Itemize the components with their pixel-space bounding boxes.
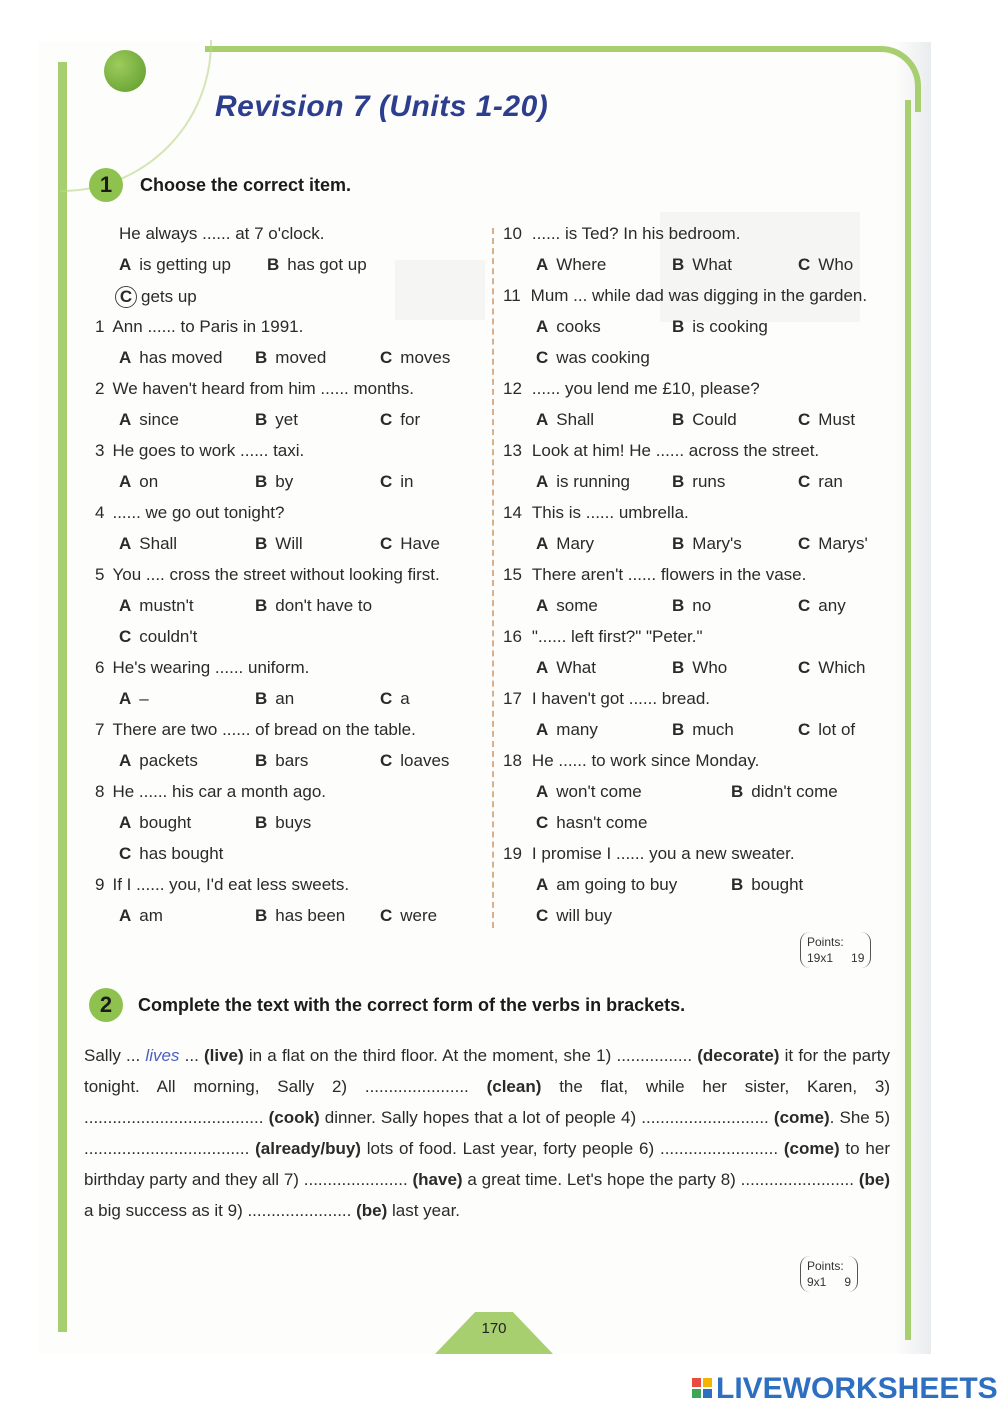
question-1 (95, 317, 303, 337)
option-text: bought (139, 813, 192, 832)
section-2-heading: Complete the text with the correct form of the verbs in brackets. (138, 995, 686, 1015)
option-b[interactable] (255, 906, 345, 926)
question-text: He goes to work ...... taxi. (112, 441, 305, 460)
option-text: any (818, 596, 846, 615)
option-a[interactable] (536, 317, 601, 337)
option-text: Mary's (692, 534, 742, 553)
liveworksheets-logo: LIVEWORKSHEETS (716, 1372, 998, 1405)
option-a[interactable] (119, 596, 194, 616)
option-text: has got up (287, 255, 367, 274)
option-text: What (556, 658, 596, 677)
option-b[interactable] (731, 782, 838, 802)
option-letter: C (380, 689, 393, 708)
question-number: 19 (503, 844, 522, 863)
option-letter: C (536, 906, 549, 925)
option-text: didn't come (751, 782, 838, 801)
option-letter: C (380, 534, 393, 553)
section-1-number: 1 (89, 168, 123, 202)
option-c[interactable] (536, 813, 647, 833)
option-text: runs (692, 472, 726, 491)
option-text: is running (556, 472, 630, 491)
question-number: 9 (95, 875, 105, 894)
column-divider (492, 228, 494, 928)
option-letter: C (119, 844, 132, 863)
option-b[interactable] (672, 596, 711, 616)
question-text: Mum ... while dad was digging in the garden. (530, 286, 868, 305)
option-text: cooks (556, 317, 601, 336)
option-c[interactable] (380, 751, 449, 771)
option-text: Will (275, 534, 303, 553)
question-number: 8 (95, 782, 105, 801)
option-letter: A (536, 875, 549, 894)
option-text: Where (556, 255, 607, 274)
question-17 (503, 689, 710, 709)
question-number: 16 (503, 627, 522, 646)
option-text: has been (275, 906, 346, 925)
option-letter: A (119, 813, 132, 832)
question-14 (503, 503, 689, 523)
option-letter: C (380, 906, 393, 925)
option-text: moved (275, 348, 327, 367)
option-letter: A (536, 658, 549, 677)
option-letter: A (119, 410, 132, 429)
option-letter: A (119, 689, 132, 708)
option-a[interactable] (536, 720, 598, 740)
option-text: has moved (139, 348, 223, 367)
option-text: Shall (139, 534, 178, 553)
option-text: moves (400, 348, 451, 367)
option-b[interactable] (672, 658, 727, 678)
question-number: 13 (503, 441, 522, 460)
question-15 (503, 565, 806, 585)
points-label: Points: (807, 935, 844, 949)
option-text: am (139, 906, 163, 925)
option-c[interactable] (380, 689, 410, 709)
option-text: Who (692, 658, 728, 677)
question-number: 1 (95, 317, 105, 336)
option-letter: B (672, 317, 685, 336)
option-letter: B (731, 875, 744, 894)
green-circle-decoration (104, 50, 146, 92)
option-letter: A (119, 906, 132, 925)
question-text: If I ...... you, I'd eat less sweets. (112, 875, 350, 894)
option-text: an (275, 689, 295, 708)
option-text: ran (818, 472, 843, 491)
question-text: ...... is Ted? In his bedroom. (531, 224, 741, 243)
option-b[interactable] (672, 534, 742, 554)
option-letter: A (536, 534, 549, 553)
option-text: Marys' (818, 534, 868, 553)
option-c[interactable] (798, 658, 866, 678)
option-text: buys (275, 813, 312, 832)
option-text: is getting up (139, 255, 231, 274)
option-a[interactable] (119, 689, 149, 709)
question-number: 2 (95, 379, 105, 398)
option-c[interactable] (798, 472, 843, 492)
option-letter: B (672, 596, 685, 615)
option-text: lot of (818, 720, 856, 739)
option-b[interactable] (672, 255, 732, 275)
option-c[interactable] (798, 596, 846, 616)
question-text: He ...... his car a month ago. (112, 782, 327, 801)
example-option-c[interactable] (115, 286, 197, 308)
option-letter: C (798, 658, 811, 677)
option-a[interactable] (119, 472, 158, 492)
option-letter: A (536, 720, 549, 739)
option-a[interactable] (119, 410, 179, 430)
points-total: 9 (844, 1275, 852, 1289)
option-letter: B (255, 410, 268, 429)
page-number: 170 (481, 1320, 507, 1337)
option-letter: B (255, 751, 268, 770)
question-number: 6 (95, 658, 105, 677)
option-letter: B (672, 720, 685, 739)
question-19 (503, 844, 795, 864)
option-b[interactable] (731, 875, 803, 895)
option-letter: A (536, 317, 549, 336)
option-letter: A (119, 751, 132, 770)
option-b[interactable] (255, 410, 298, 430)
option-text: much (692, 720, 734, 739)
option-text: no (692, 596, 712, 615)
question-text: This is ...... umbrella. (531, 503, 689, 522)
question-12 (503, 379, 760, 399)
option-letter: A (536, 255, 549, 274)
option-text: couldn't (139, 627, 198, 646)
question-number: 5 (95, 565, 105, 584)
option-letter: B (672, 534, 685, 553)
option-text: Shall (556, 410, 595, 429)
option-letter: C (380, 751, 393, 770)
points-box-1 (800, 932, 871, 968)
option-letter: C (798, 720, 811, 739)
option-c[interactable] (380, 534, 440, 554)
option-text: don't have to (275, 596, 373, 615)
option-letter: B (267, 255, 280, 274)
option-letter: C (798, 534, 811, 553)
option-letter: C (536, 348, 549, 367)
option-text: won't come (556, 782, 642, 801)
question-number: 17 (503, 689, 522, 708)
option-c[interactable] (119, 627, 197, 647)
option-text: Have (400, 534, 440, 553)
option-b[interactable] (255, 813, 311, 833)
option-c[interactable] (119, 844, 223, 864)
option-letter: B (255, 348, 268, 367)
question-10 (503, 224, 740, 244)
option-a[interactable] (119, 534, 177, 554)
option-c[interactable] (380, 410, 420, 430)
question-number: 15 (503, 565, 522, 584)
option-letter: B (255, 906, 268, 925)
question-text: I haven't got ...... bread. (531, 689, 710, 708)
option-text: packets (139, 751, 198, 770)
option-text: What (692, 255, 732, 274)
question-text: ...... you lend me £10, please? (531, 379, 760, 398)
option-text: in (400, 472, 414, 491)
option-letter: C (380, 348, 393, 367)
cloze-text: Sally ... lives ... (live) in a flat on the third floor. At the moment, she 1) ................ (decorate) it for the party tonight. All morning, Sally 2) ...................... (clean) the flat, while her sister, Karen, 3) ...................................... (cook) dinner. Sally hopes that a lot of people 4) ........................... (come). She 5) ................................... (already/buy) lots of food. Last year, forty people 6) ......................... (come) to her birthday party and they all 7) ...................... (have) a great time. Let's hope the party 8) ........................ (be) a big success as it 9) ...................... (be) last year. (84, 1046, 891, 1220)
option-letter: A (536, 782, 549, 801)
question-6 (95, 658, 309, 678)
example-option-b[interactable] (267, 255, 367, 275)
option-text: since (139, 410, 179, 429)
option-b[interactable] (255, 596, 372, 616)
question-number: 12 (503, 379, 522, 398)
option-letter: B (255, 813, 268, 832)
question-text: You .... cross the street without looking first. (112, 565, 440, 584)
option-text: Which (818, 658, 866, 677)
option-text: will buy (556, 906, 613, 925)
option-b[interactable] (255, 689, 294, 709)
question-8 (95, 782, 326, 802)
option-text: were (400, 906, 438, 925)
question-text: ...... we go out tonight? (112, 503, 285, 522)
option-c[interactable] (536, 348, 650, 368)
option-b[interactable] (672, 410, 737, 430)
option-text: Must (818, 410, 856, 429)
option-text: a (400, 689, 410, 708)
question-text: I promise I ...... you a new sweater. (531, 844, 795, 863)
question-text: "...... left first?" "Peter." (531, 627, 703, 646)
option-text: bought (751, 875, 804, 894)
question-18 (503, 751, 759, 771)
question-number: 4 (95, 503, 105, 522)
question-number: 11 (503, 286, 521, 305)
option-letter: C (115, 286, 137, 308)
option-text: on (139, 472, 159, 491)
option-letter: B (255, 472, 268, 491)
option-c[interactable] (380, 472, 414, 492)
option-b[interactable] (255, 348, 326, 368)
option-letter: C (380, 472, 393, 491)
option-a[interactable] (119, 751, 198, 771)
option-letter: C (380, 410, 393, 429)
option-letter: B (255, 596, 268, 615)
section-2-number: 2 (89, 988, 123, 1022)
option-text: bars (275, 751, 309, 770)
option-b[interactable] (255, 751, 308, 771)
option-text: loaves (400, 751, 450, 770)
option-c[interactable] (380, 906, 437, 926)
option-text: has bought (139, 844, 224, 863)
example-answer: lives (145, 1046, 180, 1065)
option-text: Could (692, 410, 737, 429)
option-letter: B (672, 472, 685, 491)
question-4 (95, 503, 284, 523)
question-number: 10 (503, 224, 522, 243)
option-letter: C (536, 813, 549, 832)
points-label: Points: (807, 1259, 844, 1273)
question-number: 14 (503, 503, 522, 522)
example-option-a[interactable] (119, 255, 231, 275)
option-text: for (400, 410, 421, 429)
points-total: 19 (851, 951, 865, 965)
option-text: am going to buy (556, 875, 678, 894)
option-c[interactable] (536, 906, 612, 926)
option-a[interactable] (536, 875, 677, 895)
question-3 (95, 441, 304, 461)
question-number: 3 (95, 441, 105, 460)
question-7 (95, 720, 416, 740)
option-letter: A (119, 255, 132, 274)
question-number: 7 (95, 720, 105, 739)
option-text: mustn't (139, 596, 194, 615)
option-letter: A (119, 534, 132, 553)
points-box-2 (800, 1256, 858, 1292)
option-b[interactable] (255, 534, 303, 554)
question-13 (503, 441, 819, 461)
option-c[interactable] (798, 720, 855, 740)
option-text: gets up (141, 287, 197, 306)
option-text: some (556, 596, 598, 615)
option-a[interactable] (119, 906, 163, 926)
option-a[interactable] (536, 472, 630, 492)
page-title: Revision 7 (Units 1-20) (215, 90, 549, 123)
option-letter: B (672, 410, 685, 429)
option-letter: B (731, 782, 744, 801)
option-letter: A (119, 348, 132, 367)
points-formula: 9x1 (807, 1275, 827, 1289)
question-5 (95, 565, 440, 585)
option-b[interactable] (672, 720, 734, 740)
option-letter: A (119, 472, 132, 491)
option-letter: B (255, 534, 268, 553)
question-text: There are two ...... of bread on the table. (112, 720, 416, 739)
option-b[interactable] (672, 472, 725, 492)
question-number: 18 (503, 751, 522, 770)
option-text: yet (275, 410, 298, 429)
question-text: Look at him! He ...... across the street. (531, 441, 820, 460)
option-a[interactable] (536, 596, 598, 616)
option-letter: B (255, 689, 268, 708)
option-b[interactable] (255, 472, 293, 492)
option-letter: C (798, 410, 811, 429)
question-9 (95, 875, 349, 895)
option-text: – (139, 689, 149, 708)
option-letter: A (536, 596, 549, 615)
option-text: was cooking (556, 348, 650, 367)
option-letter: A (536, 472, 549, 491)
option-c[interactable] (798, 410, 855, 430)
option-a[interactable] (536, 658, 596, 678)
option-c[interactable] (380, 348, 450, 368)
question-text: We haven't heard from him ...... months. (112, 379, 414, 398)
option-text: Who (818, 255, 854, 274)
option-a[interactable] (536, 534, 594, 554)
question-11 (503, 286, 867, 306)
question-2 (95, 379, 414, 399)
option-letter: C (798, 596, 811, 615)
question-text: There aren't ...... flowers in the vase. (531, 565, 807, 584)
option-a[interactable] (536, 410, 594, 430)
option-letter: A (536, 410, 549, 429)
option-a[interactable] (536, 782, 642, 802)
option-letter: B (672, 658, 685, 677)
question-16 (503, 627, 703, 647)
liveworksheets-logo-icon (692, 1378, 712, 1398)
option-text: many (556, 720, 598, 739)
question-text: He ...... to work since Monday. (531, 751, 760, 770)
section-1-heading: Choose the correct item. (140, 175, 352, 195)
green-border-right (905, 100, 911, 1340)
option-text: Mary (556, 534, 595, 553)
option-c[interactable] (798, 534, 868, 554)
option-b[interactable] (672, 317, 768, 337)
option-text: is cooking (692, 317, 768, 336)
example-question: He always ...... at 7 o'clock. (119, 224, 325, 243)
option-a[interactable] (536, 255, 606, 275)
option-c[interactable] (798, 255, 853, 275)
question-text: Ann ...... to Paris in 1991. (112, 317, 304, 336)
option-text: hasn't come (556, 813, 648, 832)
option-text: by (275, 472, 294, 491)
option-a[interactable] (119, 813, 191, 833)
option-letter: C (798, 472, 811, 491)
option-letter: C (119, 627, 132, 646)
option-letter: C (798, 255, 811, 274)
option-letter: B (672, 255, 685, 274)
option-a[interactable] (119, 348, 222, 368)
points-formula: 19x1 (807, 951, 834, 965)
question-text: He's wearing ...... uniform. (112, 658, 310, 677)
option-letter: A (119, 596, 132, 615)
